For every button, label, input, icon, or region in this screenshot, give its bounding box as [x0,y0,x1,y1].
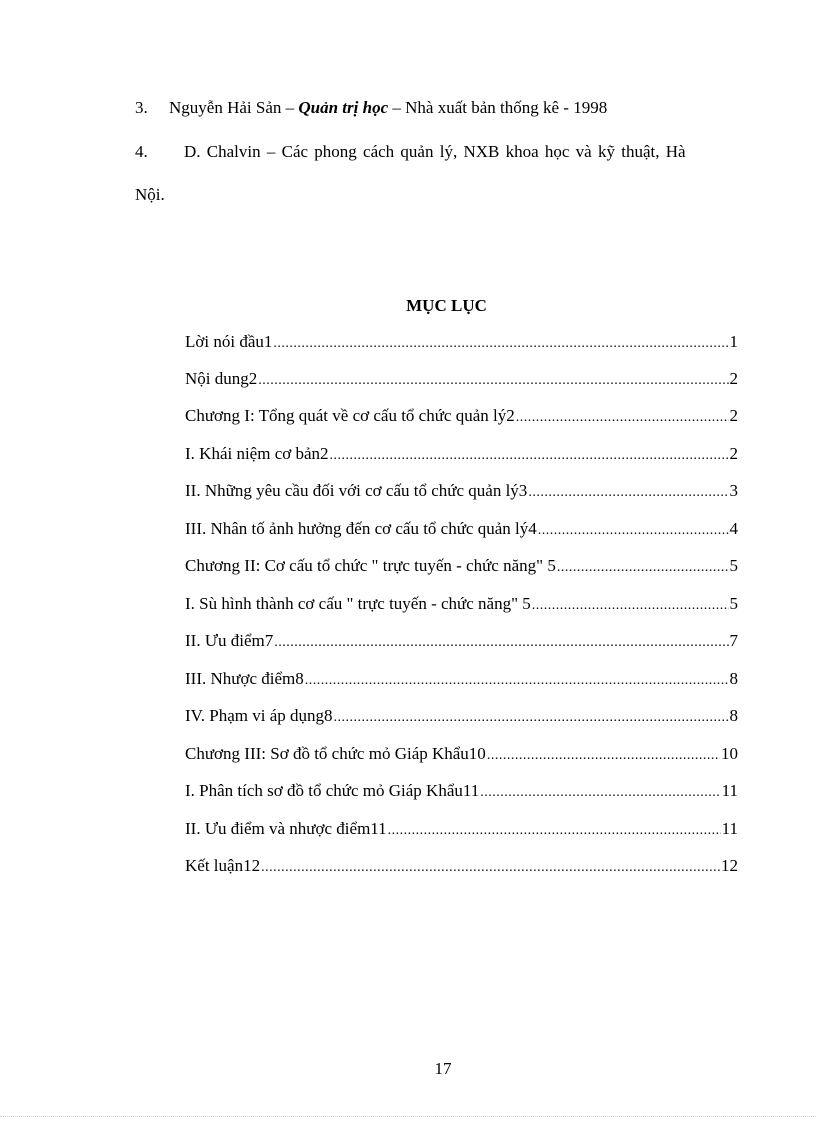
toc-entry-page: 11 [721,781,738,800]
reference-3-number: 3. [135,98,148,117]
toc-entry-label: II. Những yêu cầu đối với cơ cấu tổ chức quản lý3 [185,481,528,500]
toc-entry-page: 3 [729,481,738,500]
toc-leader-dots [305,669,729,691]
toc-entry-label: II. Ưu điểm7 [185,631,274,650]
toc-entry-page: 2 [729,444,738,463]
page-bottom-edge [0,1116,816,1117]
page-number: 17 [434,1059,452,1078]
toc-leader-dots [273,332,728,354]
toc-entry[interactable] [185,819,738,839]
toc-entry[interactable] [185,856,738,876]
toc-entry[interactable] [185,444,738,464]
toc-entry[interactable] [185,481,738,501]
toc-entry-label: Nội dung2 [185,369,258,388]
reference-3-separator-1: – [281,98,299,117]
toc-entry[interactable] [185,706,738,726]
toc-leader-dots [274,631,728,653]
toc-entry[interactable] [185,556,738,576]
toc-entry-page: 5 [729,594,738,613]
toc-leader-dots [334,706,729,728]
toc-leader-dots [258,369,728,391]
toc-entry-label: III. Nhân tố ảnh hưởng đến cơ cấu tổ chức quản lý4 [185,519,537,538]
toc-leader-dots [516,406,729,428]
toc-entry-page: 2 [729,406,738,425]
reference-4-number: 4. [135,142,148,161]
reference-4-line-1: D. Chalvin – Các phong cách quản lý, NXB khoa học và kỹ thuật, Hà [184,142,686,161]
toc-leader-dots [388,819,721,841]
toc-entry-label: Lời nói đầu1 [185,332,273,351]
toc-leader-dots [487,744,720,766]
toc-entry-label: Chương III: Sơ đồ tổ chức mỏ Giáp Khẩu10 [185,744,486,763]
toc-entry-label: I. Phân tích sơ đồ tổ chức mỏ Giáp Khẩu11 [185,781,480,800]
toc-leader-dots [261,856,720,878]
toc-entry-label: Chương II: Cơ cấu tổ chức " trực tuyến - chức năng" 5 [185,556,556,575]
reference-3-title: Quản trị học [298,98,389,117]
reference-3-text [169,98,607,118]
toc-entry[interactable] [185,669,738,689]
toc-entry[interactable] [185,631,738,651]
reference-4-line-2: Nội. [135,185,165,204]
toc-leader-dots [557,556,729,578]
toc-title: MỤC LỤC [406,296,487,315]
toc-entry-label: I. Khái niệm cơ bản2 [185,444,329,463]
toc-entry[interactable] [185,744,738,764]
toc-entry[interactable] [185,369,738,389]
toc-entry-page: 4 [729,519,738,538]
toc-entry-label: II. Ưu điểm và nhược điểm11 [185,819,387,838]
toc-entry-label: IV. Phạm vi áp dụng8 [185,706,333,725]
toc-entry-page: 11 [721,819,738,838]
toc-entry[interactable] [185,332,738,352]
toc-entry-label: I. Sù hình thành cơ cấu " trực tuyến - chức năng" 5 [185,594,531,613]
toc-entry-page: 10 [721,744,738,763]
toc-entry-page: 8 [729,706,738,725]
toc-entry[interactable] [185,406,738,426]
toc-entry-page: 7 [729,631,738,650]
toc-entry[interactable] [185,781,738,801]
reference-3-author: Nguyễn Hải Sản [169,98,282,117]
toc-entry-label: Kết luận12 [185,856,261,875]
toc-entry-page: 12 [721,856,738,875]
toc-leader-dots [532,594,729,616]
toc-entry-page: 2 [729,369,738,388]
toc-entry-page: 5 [729,556,738,575]
toc-entry-page: 8 [729,669,738,688]
toc-leader-dots [480,781,720,803]
toc-entry[interactable] [185,594,738,614]
toc-entry[interactable] [185,519,738,539]
toc-leader-dots [528,481,728,503]
toc-leader-dots [330,444,729,466]
reference-3-publisher: Nhà xuất bản thống kê - 1998 [405,98,608,117]
reference-3-separator-2: – [388,98,406,117]
toc-entry-label: Chương I: Tổng quát về cơ cấu tổ chức quản lý2 [185,406,515,425]
toc-entry-page: 1 [729,332,738,351]
toc-entry-label: III. Nhược điểm8 [185,669,304,688]
toc-leader-dots [538,519,729,541]
